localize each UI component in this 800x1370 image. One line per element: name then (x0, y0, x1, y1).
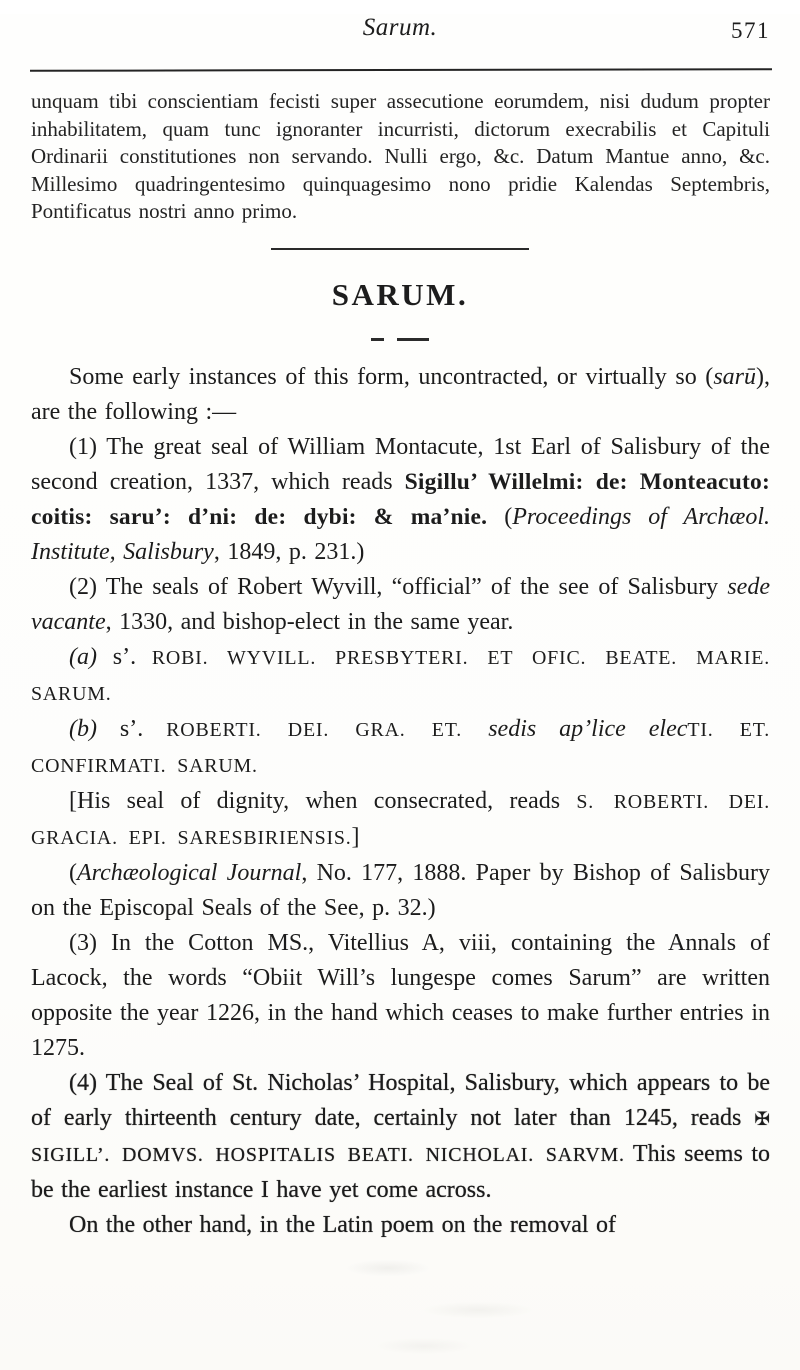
text-segment: (b) (69, 715, 97, 742)
text-segment: Some early instances of this form, uncontracted, or virtually so ( (69, 363, 714, 390)
text-segment: Proceedings of Archæol. Institute, Salisbury (31, 503, 770, 565)
text-segment: SIGILL’. DOMVS. HOSPITALIS BEATI. NICHOLAI. SARVM. (31, 1143, 625, 1166)
text-segment: , 1849, p. 231.) (213, 538, 365, 565)
paragraph-seal-a (31, 640, 770, 712)
text-segment: S. ROBERTI. DEI. GRACIA. EPI. SARESBIRIENSIS. (31, 790, 770, 849)
text-segment: Sigillu’ Willelmi: de: Monteacuto: coitis: saru’: d’ni: de: dybi: & ma’nie. (31, 468, 770, 530)
running-title: Sarum. (362, 14, 438, 41)
text-segment: ROBERTI. DEI. GRA. ET. (166, 718, 489, 741)
text-segment: Archæological Journal (77, 859, 302, 886)
paragraph-great-seal-montacute (31, 430, 770, 570)
text-segment: s’. (96, 715, 167, 742)
section-heading: SARUM. (331, 276, 469, 312)
page-number: 571 (731, 18, 770, 43)
page-header (0, 14, 800, 58)
main-text-block (31, 360, 770, 1243)
text-segment: (2) The seals of Robert Wyvill, “official” of the see of Salisbury (69, 573, 728, 600)
page-showthrough (280, 1244, 640, 1364)
text-segment: sede vacante (31, 573, 770, 635)
paragraph-intro (31, 360, 770, 430)
book-page (0, 14, 800, 1370)
maltese-cross-icon: ✠ (754, 1108, 770, 1130)
text-segment: (a) (69, 643, 97, 670)
paragraph-seal-of-dignity-note (31, 784, 770, 856)
text-segment: s’. (96, 643, 152, 670)
text-segment: (4) The Seal of St. Nicholas’ Hospital, Salisbury, which appears to be of early thirteenth century date, certainly not later than 1245, reads (31, 1069, 770, 1131)
paragraph-journal-reference (31, 856, 770, 926)
top-text-block (31, 88, 770, 226)
paragraph-latin-poem (31, 1208, 770, 1243)
section-rule (271, 248, 529, 250)
text-segment: ROBI. WYVILL. PRESBYTERI. ET OFIC. BEATE. MARIE. SARUM. (31, 646, 770, 705)
paragraph-cotton-ms (31, 926, 770, 1066)
paragraph-st-nicholas-seal (31, 1066, 770, 1208)
text-segment: On the other hand, in the Latin poem on the removal of (69, 1211, 617, 1238)
paragraph-seal-b (31, 712, 770, 784)
text-segment: , 1330, and bishop-elect in the same year. (105, 608, 514, 635)
text-segment: ), are the following :— (31, 363, 770, 425)
text-segment: [His seal of dignity, when consecrated, reads (69, 787, 577, 814)
text-segment: sedis ap’lice elec (488, 715, 688, 742)
text-segment: ( (69, 859, 77, 886)
text-segment: ( (487, 503, 513, 530)
text-segment: (1) The great seal of William Montacute, 1st Earl of Salisbury of the second creation, 1337, which reads (31, 433, 770, 495)
paragraph-wyvill-seals (31, 570, 770, 640)
text-segment: , No. 177, 1888. Paper by Bishop of Salisbury on the Episcopal Seals of the See, p. 32.) (31, 859, 770, 921)
text-segment: This seems to be the earliest instance I have yet come across. (31, 1140, 770, 1203)
header-rule (30, 68, 772, 72)
text-segment: TI. ET. CONFIRMATI. SARUM. (31, 718, 770, 777)
ornamental-dash-icon (371, 338, 384, 341)
text-segment: ] (351, 823, 360, 850)
text-segment: sarū (713, 363, 756, 390)
ornamental-dash-icon (397, 338, 429, 341)
section-divider (0, 338, 800, 343)
text-segment: unquam tibi conscientiam fecisti super assecutione eorumdem, nisi dudum propter inhabilitatem, quam tunc ignoranter incurristi, dictorum execrabilis et Capituli Ordinarii constitutiones non servando. Nulli ergo, &c. Datum Mantue anno, &c. Millesimo quadringentesimo quinquagesimo nono pridie Kalendas Septembris, Pontificatus nostri anno primo. (31, 89, 770, 223)
continuation-paragraph (31, 88, 770, 226)
text-segment: (3) In the Cotton MS., Vitellius A, viii, containing the Annals of Lacock, the words “Obiit Will’s lungespe comes Sarum” are written opposite the year 1226, in the hand which ceases to make further entries in 1275. (31, 929, 770, 1061)
